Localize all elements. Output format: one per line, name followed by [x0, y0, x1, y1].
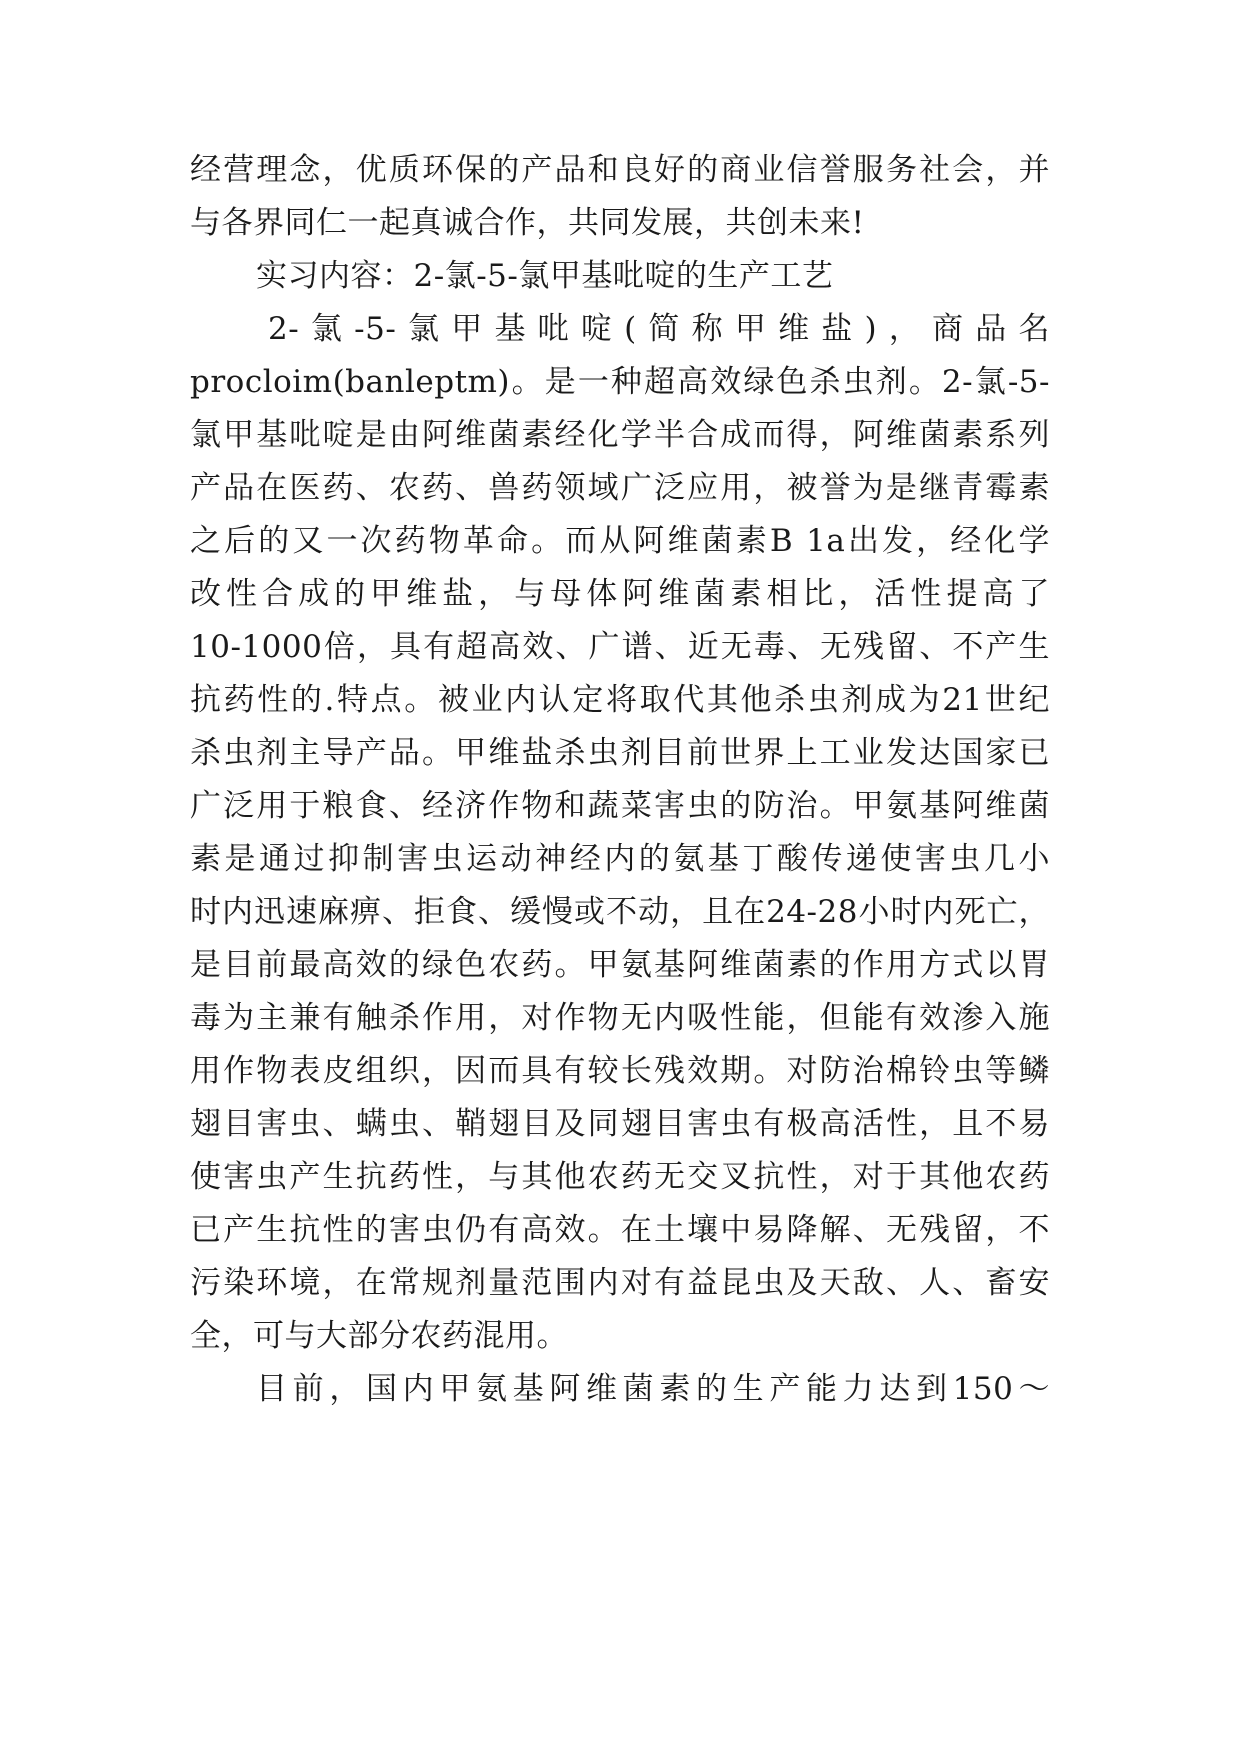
- text-line: 之后的又一次药物革命。而从阿维菌素B 1a出发，经化学: [190, 523, 1050, 559]
- text-line: 全，可与大部分农药混用。: [190, 1318, 568, 1354]
- text-line: 杀虫剂主导产品。甲维盐杀虫剂目前世界上工业发达国家已: [190, 735, 1050, 771]
- text-line: 广泛用于粮食、经济作物和蔬菜害虫的防治。甲氨基阿维菌: [190, 788, 1050, 824]
- text-line: 产品在医药、农药、兽药领域广泛应用，被誉为是继青霉素: [190, 470, 1050, 506]
- text-line: 用作物表皮组织，因而具有较长残效期。对防治棉铃虫等鳞: [190, 1053, 1050, 1089]
- text-line: 与各界同仁一起真诚合作，共同发展，共创未来!: [190, 205, 865, 241]
- text-line: 2-氯-5-氯甲基吡啶(简称甲维盐)，商品名: [268, 311, 1050, 347]
- text-line: 氯甲基吡啶是由阿维菌素经化学半合成而得，阿维菌素系列: [190, 417, 1050, 453]
- text-line: 已产生抗性的害虫仍有高效。在土壤中易降解、无残留，不: [190, 1212, 1050, 1248]
- text-line: 改性合成的甲维盐，与母体阿维菌素相比，活性提高了: [190, 576, 1050, 612]
- text-line: 经营理念，优质环保的产品和良好的商业信誉服务社会，并: [190, 152, 1050, 188]
- text-line: 目前，国内甲氨基阿维菌素的生产能力达到150～: [256, 1371, 1050, 1407]
- text-line: 使害虫产生抗药性，与其他农药无交叉抗性，对于其他农药: [190, 1159, 1050, 1195]
- text-line: 污染环境，在常规剂量范围内对有益昆虫及天敌、人、畜安: [190, 1265, 1050, 1301]
- text-line: 时内迅速麻痹、拒食、缓慢或不动，且在24-28小时内死亡，: [190, 894, 1050, 930]
- text-line: 是目前最高效的绿色农药。甲氨基阿维菌素的作用方式以胃: [190, 947, 1050, 983]
- text-line: 素是通过抑制害虫运动神经内的氨基丁酸传递使害虫几小: [190, 841, 1050, 877]
- text-line: procloim(banleptm)。是一种超高效绿色杀虫剂。2-氯-5-: [190, 364, 1050, 400]
- text-line: 抗药性的.特点。被业内认定将取代其他杀虫剂成为21世纪: [190, 682, 1050, 718]
- text-line: 翅目害虫、螨虫、鞘翅目及同翅目害虫有极高活性，且不易: [190, 1106, 1050, 1142]
- section-heading: 实习内容：2-氯-5-氯甲基吡啶的生产工艺: [256, 258, 834, 294]
- text-line: 毒为主兼有触杀作用，对作物无内吸性能，但能有效渗入施: [190, 1000, 1050, 1036]
- text-line: 10-1000倍，具有超高效、广谱、近无毒、无残留、不产生: [190, 629, 1050, 665]
